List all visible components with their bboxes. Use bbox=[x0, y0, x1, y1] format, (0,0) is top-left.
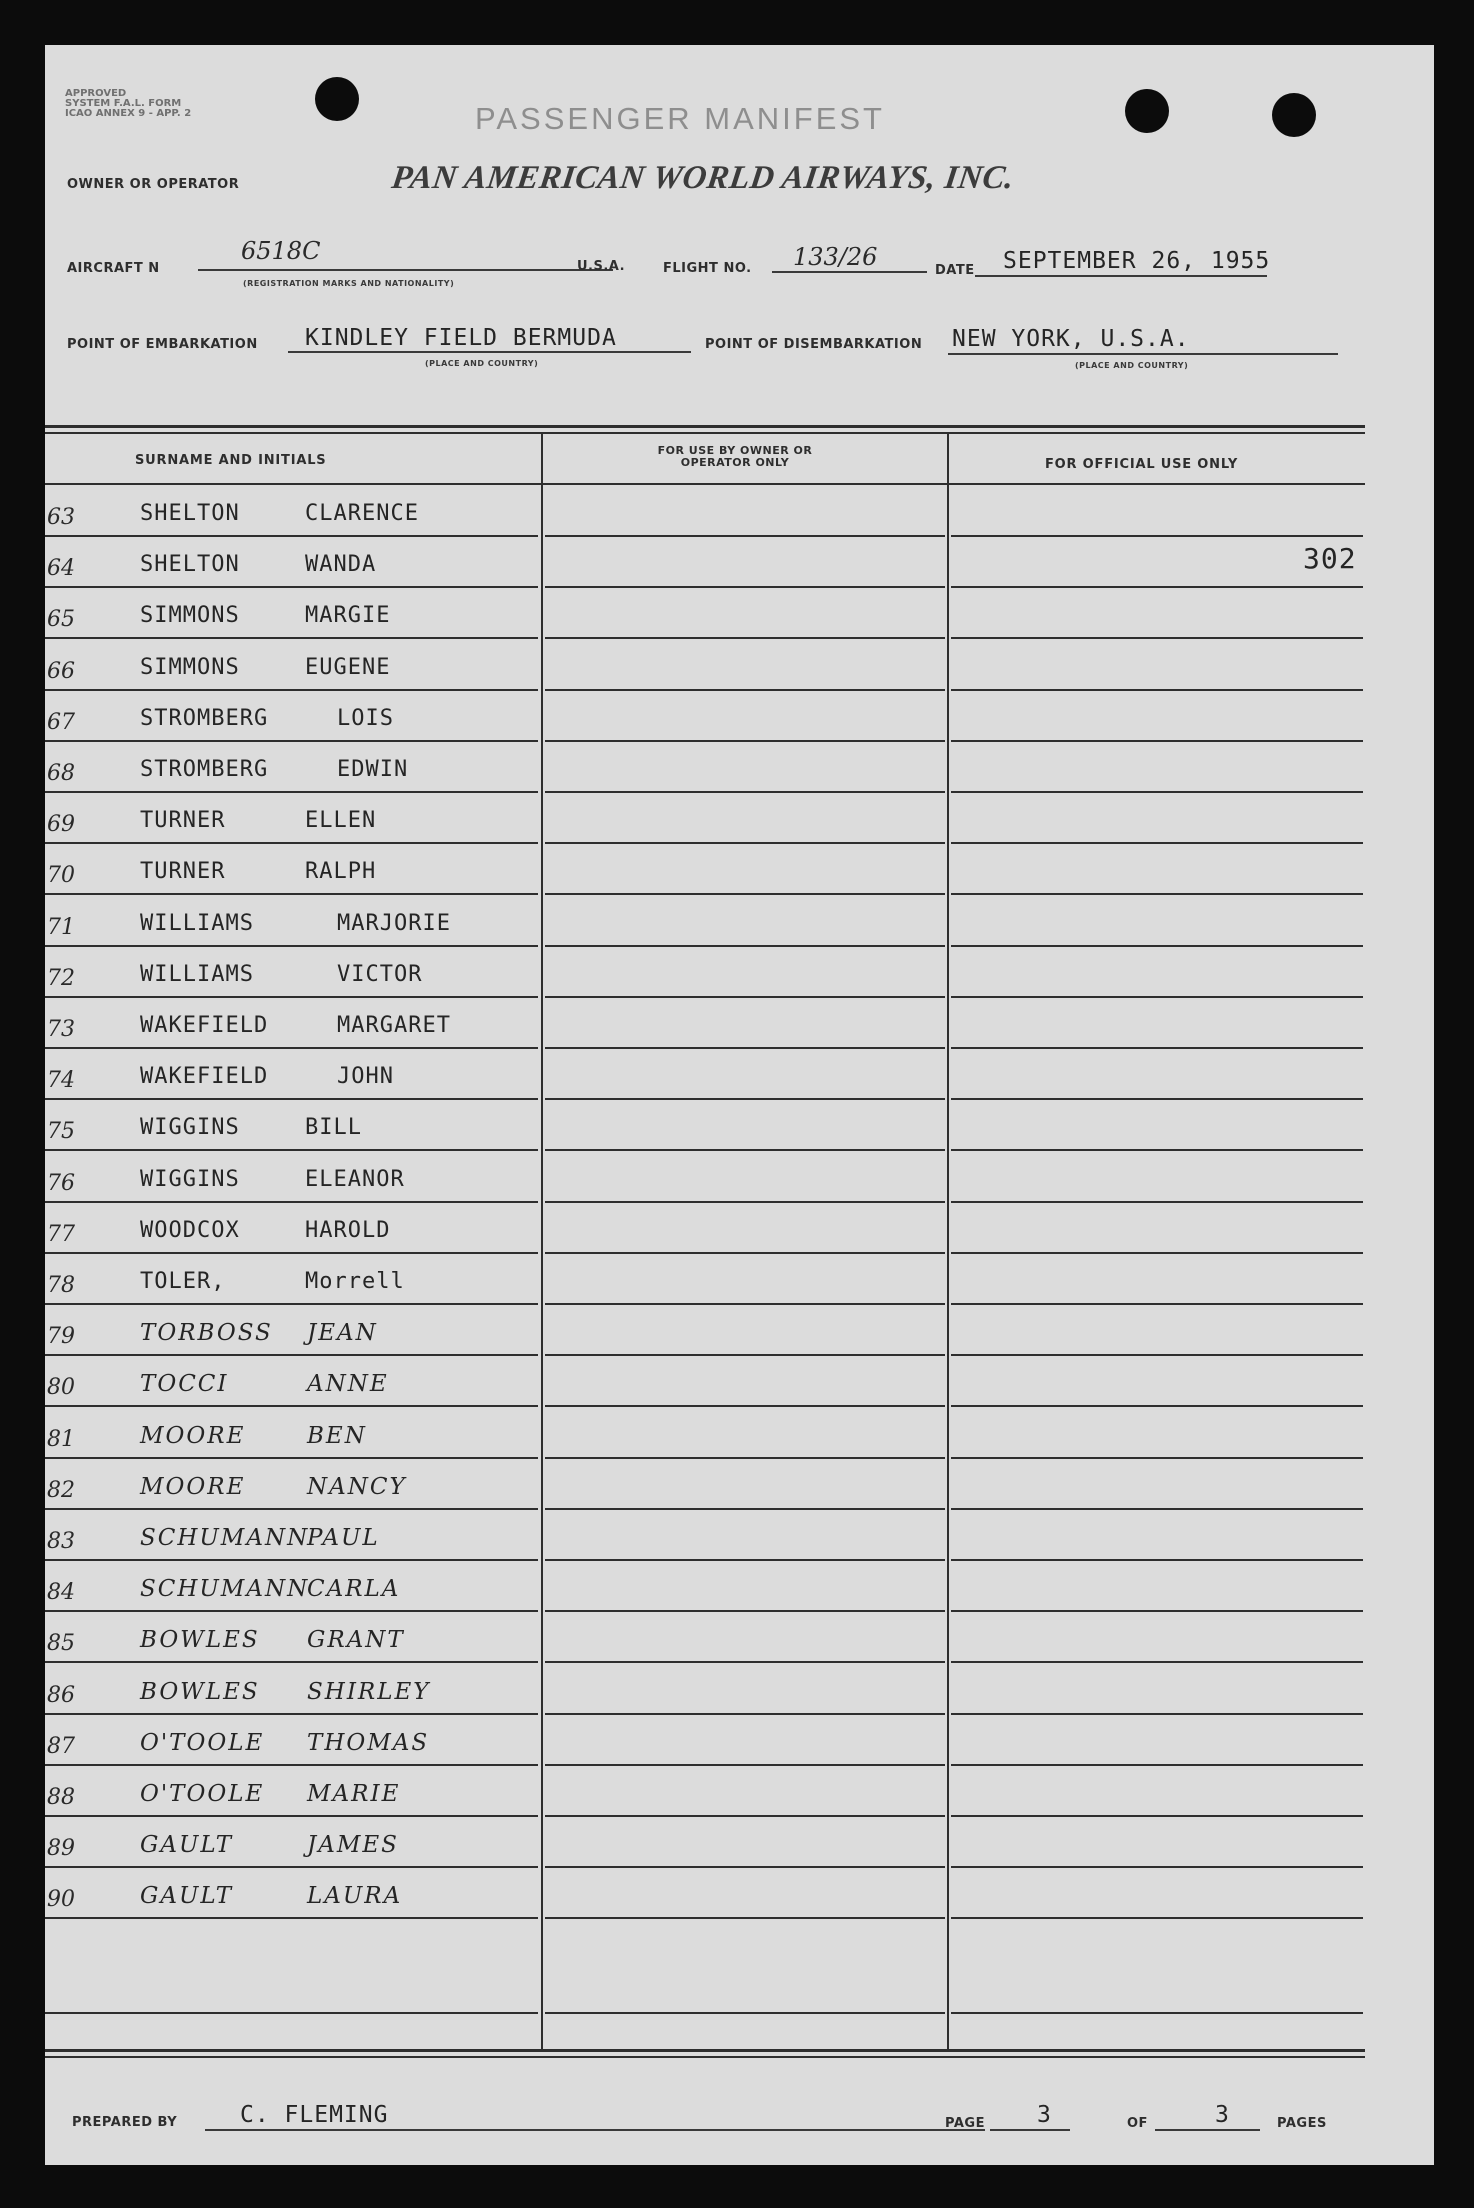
passenger-first-name: MARGARET bbox=[337, 1013, 451, 1038]
row-rule bbox=[45, 689, 538, 691]
passenger-first-name: EUGENE bbox=[305, 654, 391, 680]
row-rule bbox=[545, 893, 945, 895]
passenger-surname: WOODCOX bbox=[140, 1217, 240, 1243]
passenger-first-name: JAMES bbox=[307, 1832, 399, 1859]
row-number: 84 bbox=[47, 1580, 75, 1606]
passenger-first-name: WANDA bbox=[305, 552, 377, 578]
row-rule bbox=[951, 1508, 1363, 1510]
row-rule bbox=[45, 1508, 538, 1510]
row-rule bbox=[45, 1713, 538, 1715]
passenger-first-name: NANCY bbox=[307, 1473, 407, 1500]
row-rule bbox=[951, 996, 1363, 998]
official-note: 302 bbox=[1303, 542, 1357, 575]
aircraft-value: 6518C bbox=[241, 237, 321, 265]
row-rule bbox=[951, 1610, 1363, 1612]
passenger-first-name: MARIE bbox=[307, 1781, 401, 1807]
embarkation-underline bbox=[288, 351, 691, 353]
passenger-surname: SHELTON bbox=[140, 552, 240, 578]
row-rule bbox=[545, 842, 945, 844]
row-rule bbox=[545, 1047, 945, 1049]
row-rule bbox=[951, 1559, 1363, 1561]
table-top-rule bbox=[45, 425, 1365, 428]
page-underline bbox=[990, 2129, 1070, 2131]
row-rule bbox=[45, 1866, 538, 1868]
row-rule bbox=[45, 740, 538, 742]
row-rule bbox=[545, 1457, 945, 1459]
row-rule bbox=[545, 586, 945, 588]
passenger-surname: TOCCI bbox=[140, 1371, 229, 1398]
row-rule bbox=[951, 842, 1363, 844]
row-rule bbox=[951, 637, 1363, 639]
row-rule bbox=[951, 586, 1363, 588]
row-rule bbox=[951, 1252, 1363, 1254]
passenger-surname: STROMBERG bbox=[140, 757, 269, 782]
row-rule bbox=[545, 1661, 945, 1663]
row-rule bbox=[45, 1559, 538, 1561]
page-label: PAGE bbox=[945, 2116, 985, 2131]
row-number: 78 bbox=[47, 1273, 75, 1298]
row-rule bbox=[951, 893, 1363, 895]
header-official-use: FOR OFFICIAL USE ONLY bbox=[1045, 457, 1239, 472]
row-rule bbox=[951, 1047, 1363, 1049]
row-rule bbox=[545, 535, 945, 537]
row-rule bbox=[45, 535, 538, 537]
row-rule bbox=[545, 1559, 945, 1561]
row-rule bbox=[545, 996, 945, 998]
passenger-surname: GAULT bbox=[140, 1832, 234, 1859]
row-number: 69 bbox=[47, 812, 75, 838]
approval-line-2: SYSTEM F.A.L. FORM bbox=[65, 98, 182, 109]
form-title: PASSENGER MANIFEST bbox=[475, 101, 885, 136]
disembarkation-underline bbox=[948, 353, 1338, 355]
flight-value: 133/26 bbox=[793, 243, 878, 271]
approval-line-1: APPROVED bbox=[65, 88, 127, 99]
disembarkation-value: NEW YORK, U.S.A. bbox=[952, 326, 1190, 352]
passenger-surname: TORBOSS bbox=[140, 1320, 273, 1347]
header-owner-use: FOR USE BY OWNER OR OPERATOR ONLY bbox=[657, 444, 813, 469]
passenger-surname: WILLIAMS bbox=[140, 910, 254, 936]
row-rule bbox=[545, 945, 945, 947]
passenger-surname: WAKEFIELD bbox=[140, 1064, 269, 1090]
passenger-surname: WIGGINS bbox=[140, 1115, 240, 1141]
passenger-surname: WAKEFIELD bbox=[140, 1013, 269, 1038]
row-number: 81 bbox=[47, 1426, 75, 1452]
row-number: 82 bbox=[47, 1477, 75, 1503]
row-number: 85 bbox=[47, 1631, 75, 1657]
passenger-first-name: CARLA bbox=[307, 1576, 401, 1603]
passenger-first-name: LAURA bbox=[307, 1883, 403, 1910]
manifest-sheet bbox=[45, 45, 1434, 2165]
passenger-first-name: THOMAS bbox=[307, 1729, 430, 1756]
row-rule bbox=[45, 1149, 538, 1151]
passenger-surname: O'TOOLE bbox=[140, 1729, 265, 1756]
passenger-first-name: LOIS bbox=[337, 705, 394, 731]
prepared-label: PREPARED BY bbox=[72, 2115, 178, 2130]
row-rule bbox=[951, 1866, 1363, 1868]
row-rule bbox=[545, 1201, 945, 1203]
table-bottom-rule-2 bbox=[45, 2056, 1365, 2058]
row-number: 87 bbox=[47, 1733, 75, 1759]
passenger-surname: SHELTON bbox=[140, 501, 240, 526]
row-rule bbox=[545, 1252, 945, 1254]
passenger-surname: STROMBERG bbox=[140, 705, 269, 731]
row-rule bbox=[951, 1661, 1363, 1663]
row-rule bbox=[951, 535, 1363, 537]
row-number: 66 bbox=[47, 658, 75, 684]
row-number: 68 bbox=[47, 761, 75, 786]
passenger-surname: MOORE bbox=[140, 1422, 246, 1449]
row-rule bbox=[951, 1457, 1363, 1459]
row-rule bbox=[545, 740, 945, 742]
row-rule bbox=[951, 1764, 1363, 1766]
disembarkation-sub: (PLACE AND COUNTRY) bbox=[1075, 361, 1189, 370]
embarkation-sub: (PLACE AND COUNTRY) bbox=[425, 359, 539, 368]
pages-label: PAGES bbox=[1277, 2116, 1327, 2131]
row-rule bbox=[545, 1815, 945, 1817]
row-rule bbox=[545, 1098, 945, 1100]
row-rule bbox=[45, 791, 538, 793]
passenger-first-name: VICTOR bbox=[337, 961, 423, 987]
row-rule bbox=[45, 1661, 538, 1663]
flight-underline bbox=[772, 271, 927, 273]
passenger-first-name: CLARENCE bbox=[305, 501, 419, 526]
passenger-first-name: JEAN bbox=[307, 1320, 378, 1347]
blank-row-rule bbox=[545, 2012, 945, 2014]
row-rule bbox=[545, 1866, 945, 1868]
row-rule bbox=[951, 1405, 1363, 1407]
passenger-first-name: ELLEN bbox=[305, 808, 377, 834]
row-rule bbox=[45, 1252, 538, 1254]
row-rule bbox=[951, 1098, 1363, 1100]
row-rule bbox=[45, 1610, 538, 1612]
passenger-surname: SCHUMANN bbox=[140, 1525, 310, 1551]
of-underline bbox=[1155, 2129, 1260, 2131]
aircraft-label: AIRCRAFT N bbox=[67, 261, 160, 276]
passenger-first-name: SHIRLEY bbox=[307, 1678, 431, 1705]
passenger-first-name: JOHN bbox=[337, 1064, 394, 1090]
passenger-first-name: BEN bbox=[307, 1422, 367, 1449]
table-top-rule-2 bbox=[45, 432, 1365, 434]
row-number: 74 bbox=[47, 1068, 75, 1094]
row-number: 79 bbox=[47, 1324, 75, 1350]
row-number: 88 bbox=[47, 1785, 75, 1810]
row-rule bbox=[45, 842, 538, 844]
passenger-first-name: PAUL bbox=[307, 1525, 380, 1551]
passenger-surname: SCHUMANN bbox=[140, 1576, 310, 1603]
row-number: 76 bbox=[47, 1170, 75, 1196]
disembarkation-label: POINT OF DISEMBARKATION bbox=[705, 337, 923, 352]
passenger-surname: TOLER, bbox=[140, 1269, 226, 1294]
row-rule bbox=[545, 791, 945, 793]
row-rule bbox=[545, 689, 945, 691]
row-rule bbox=[45, 1815, 538, 1817]
row-rule bbox=[951, 1149, 1363, 1151]
passenger-first-name: MARGIE bbox=[305, 603, 391, 629]
passenger-surname: GAULT bbox=[140, 1883, 234, 1910]
embarkation-label: POINT OF EMBARKATION bbox=[67, 337, 258, 352]
row-rule bbox=[45, 1764, 538, 1766]
row-rule bbox=[545, 1149, 945, 1151]
row-rule bbox=[545, 637, 945, 639]
row-rule bbox=[45, 586, 538, 588]
column-divider-1 bbox=[541, 434, 543, 2049]
row-rule bbox=[951, 689, 1363, 691]
row-number: 64 bbox=[47, 556, 75, 582]
row-number: 70 bbox=[47, 863, 75, 889]
row-number: 80 bbox=[47, 1375, 75, 1401]
row-rule bbox=[45, 1405, 538, 1407]
row-rule bbox=[45, 945, 538, 947]
row-rule bbox=[951, 945, 1363, 947]
row-rule bbox=[545, 1354, 945, 1356]
passenger-surname: SIMMONS bbox=[140, 603, 240, 629]
passenger-first-name: GRANT bbox=[307, 1627, 405, 1654]
row-rule bbox=[45, 996, 538, 998]
passenger-first-name: HAROLD bbox=[305, 1217, 391, 1243]
row-rule bbox=[951, 791, 1363, 793]
row-number: 75 bbox=[47, 1119, 75, 1145]
passenger-surname: MOORE bbox=[140, 1473, 246, 1500]
row-number: 65 bbox=[47, 607, 75, 633]
row-rule bbox=[45, 1917, 538, 1919]
row-rule bbox=[45, 637, 538, 639]
date-underline bbox=[975, 275, 1267, 277]
row-number: 90 bbox=[47, 1887, 75, 1913]
header-underline bbox=[45, 483, 1365, 485]
punch-hole-left bbox=[315, 77, 359, 121]
row-number: 73 bbox=[47, 1017, 75, 1042]
row-number: 67 bbox=[47, 709, 75, 735]
row-number: 77 bbox=[47, 1221, 75, 1247]
passenger-surname: BOWLES bbox=[140, 1678, 260, 1705]
passenger-surname: O'TOOLE bbox=[140, 1781, 265, 1807]
row-rule bbox=[45, 1457, 538, 1459]
passenger-first-name: EDWIN bbox=[337, 757, 409, 782]
row-number: 89 bbox=[47, 1836, 75, 1862]
passenger-surname: SIMMONS bbox=[140, 654, 240, 680]
passenger-surname: WILLIAMS bbox=[140, 961, 254, 987]
header-surname: SURNAME AND INITIALS bbox=[135, 453, 327, 468]
row-rule bbox=[951, 1303, 1363, 1305]
approval-line-3: ICAO ANNEX 9 - APP. 2 bbox=[65, 108, 192, 119]
row-rule bbox=[45, 1354, 538, 1356]
row-rule bbox=[951, 1201, 1363, 1203]
passenger-first-name: MARJORIE bbox=[337, 910, 451, 936]
row-number: 83 bbox=[47, 1529, 75, 1554]
of-value: 3 bbox=[1215, 2102, 1230, 2128]
prepared-value: C. FLEMING bbox=[240, 2102, 389, 2128]
passenger-first-name: BILL bbox=[305, 1115, 362, 1141]
column-divider-2 bbox=[947, 434, 949, 2049]
row-rule bbox=[951, 1713, 1363, 1715]
aircraft-underline bbox=[198, 269, 613, 271]
passenger-first-name: Morrell bbox=[305, 1269, 405, 1294]
passenger-first-name: RALPH bbox=[305, 859, 377, 885]
row-number: 72 bbox=[47, 965, 75, 991]
row-rule bbox=[45, 1098, 538, 1100]
blank-row-rule bbox=[45, 2012, 538, 2014]
row-rule bbox=[45, 893, 538, 895]
row-number: 63 bbox=[47, 505, 75, 530]
row-rule bbox=[545, 1713, 945, 1715]
passenger-surname: TURNER bbox=[140, 859, 226, 885]
row-rule bbox=[545, 1508, 945, 1510]
aircraft-sub: (REGISTRATION MARKS AND NATIONALITY) bbox=[243, 279, 455, 288]
usa-label: U.S.A. bbox=[577, 259, 626, 274]
row-number: 71 bbox=[47, 914, 75, 940]
of-label: OF bbox=[1127, 2116, 1148, 2131]
row-rule bbox=[545, 1764, 945, 1766]
row-number: 86 bbox=[47, 1682, 75, 1708]
row-rule bbox=[951, 740, 1363, 742]
row-rule bbox=[951, 1917, 1363, 1919]
row-rule bbox=[45, 1303, 538, 1305]
embarkation-value: KINDLEY FIELD BERMUDA bbox=[305, 325, 617, 351]
passenger-surname: TURNER bbox=[140, 808, 226, 834]
row-rule bbox=[545, 1405, 945, 1407]
row-rule bbox=[545, 1917, 945, 1919]
passenger-surname: BOWLES bbox=[140, 1627, 260, 1654]
page-value: 3 bbox=[1037, 2102, 1052, 2128]
row-rule bbox=[45, 1201, 538, 1203]
row-rule bbox=[951, 1354, 1363, 1356]
punch-hole-right-1 bbox=[1125, 89, 1169, 133]
row-rule bbox=[45, 1047, 538, 1049]
passenger-surname: WIGGINS bbox=[140, 1166, 240, 1192]
punch-hole-right-2 bbox=[1272, 93, 1316, 137]
passenger-first-name: ELEANOR bbox=[305, 1166, 405, 1192]
owner-label: OWNER OR OPERATOR bbox=[67, 177, 240, 192]
operator-name: PAN AMERICAN WORLD AIRWAYS, INC. bbox=[389, 160, 1017, 196]
row-rule bbox=[951, 1815, 1363, 1817]
row-rule bbox=[545, 1610, 945, 1612]
table-bottom-rule bbox=[45, 2049, 1365, 2052]
blank-row-rule bbox=[951, 2012, 1363, 2014]
prepared-underline bbox=[205, 2129, 985, 2131]
passenger-first-name: ANNE bbox=[307, 1371, 389, 1398]
date-value: SEPTEMBER 26, 1955 bbox=[1003, 248, 1271, 274]
flight-label: FLIGHT NO. bbox=[663, 261, 752, 276]
row-rule bbox=[545, 1303, 945, 1305]
date-label: DATE bbox=[935, 263, 975, 278]
